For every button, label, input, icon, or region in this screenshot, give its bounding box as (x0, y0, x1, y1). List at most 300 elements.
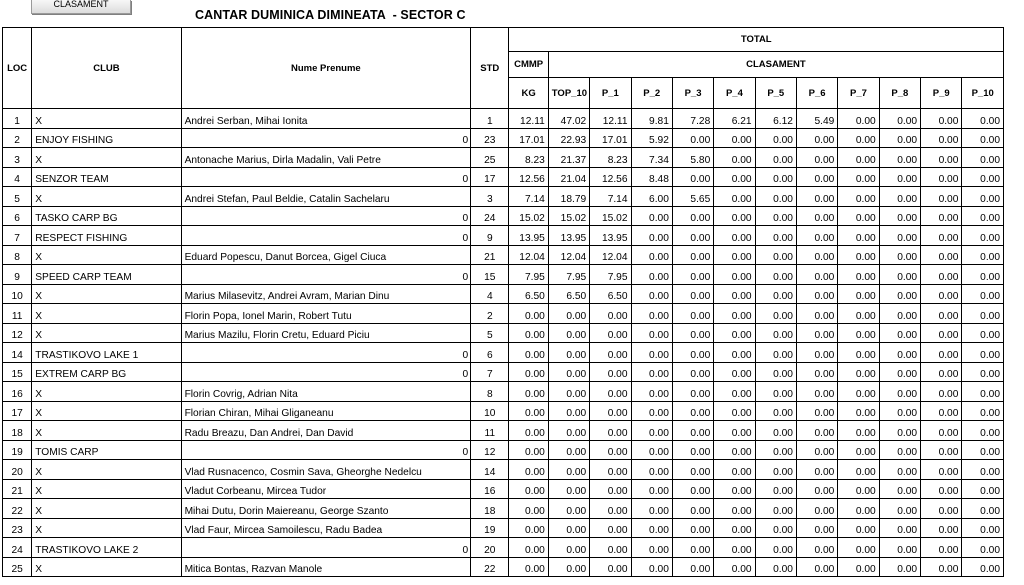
cell-p7[interactable]: 0.00 (838, 226, 879, 246)
cell-p9[interactable]: 0.00 (921, 265, 962, 285)
cell-loc[interactable]: 24 (3, 538, 32, 558)
cell-p3[interactable]: 0.00 (672, 304, 713, 324)
cell-p3[interactable]: 0.00 (672, 362, 713, 382)
cell-top10[interactable]: 0.00 (548, 382, 589, 402)
cell-p6[interactable]: 0.00 (796, 206, 837, 226)
cell-top10[interactable]: 13.95 (548, 226, 589, 246)
cell-p5[interactable]: 0.00 (755, 284, 796, 304)
cell-std[interactable]: 4 (471, 284, 509, 304)
cell-std[interactable]: 5 (471, 323, 509, 343)
cell-std[interactable]: 10 (471, 401, 509, 421)
cell-p2[interactable]: 0.00 (631, 265, 672, 285)
cell-p7[interactable]: 0.00 (838, 206, 879, 226)
cell-p2[interactable]: 0.00 (631, 304, 672, 324)
cell-p7[interactable]: 0.00 (838, 167, 879, 187)
cell-kg[interactable]: 6.50 (509, 284, 548, 304)
cell-top10[interactable]: 21.04 (548, 167, 589, 187)
cell-p2[interactable]: 0.00 (631, 538, 672, 558)
cell-p4[interactable]: 0.00 (714, 245, 755, 265)
cell-p6[interactable]: 0.00 (796, 557, 837, 577)
cell-std[interactable]: 22 (471, 557, 509, 577)
cell-p3[interactable]: 0.00 (672, 245, 713, 265)
cell-p1[interactable]: 13.95 (590, 226, 631, 246)
cell-p2[interactable]: 0.00 (631, 557, 672, 577)
cell-p5[interactable]: 0.00 (755, 499, 796, 519)
cell-p9[interactable]: 0.00 (921, 362, 962, 382)
cell-p8[interactable]: 0.00 (879, 557, 920, 577)
cell-loc[interactable]: 7 (3, 226, 32, 246)
cell-p8[interactable]: 0.00 (879, 206, 920, 226)
cell-top10[interactable]: 0.00 (548, 440, 589, 460)
cell-p4[interactable]: 0.00 (714, 460, 755, 480)
cell-p4[interactable]: 0.00 (714, 226, 755, 246)
cell-p4[interactable]: 0.00 (714, 421, 755, 441)
cell-p10[interactable]: 0.00 (962, 440, 1004, 460)
cell-std[interactable]: 21 (471, 245, 509, 265)
cell-loc[interactable]: 2 (3, 128, 32, 148)
cell-name[interactable] (181, 323, 471, 343)
cell-p4[interactable]: 0.00 (714, 401, 755, 421)
cell-top10[interactable]: 0.00 (548, 499, 589, 519)
cell-p1[interactable]: 12.56 (590, 167, 631, 187)
cell-club[interactable]: X (32, 245, 181, 265)
cell-p5[interactable]: 0.00 (755, 148, 796, 168)
cell-p4[interactable]: 0.00 (714, 128, 755, 148)
cell-p5[interactable]: 0.00 (755, 460, 796, 480)
cell-kg[interactable]: 0.00 (509, 557, 548, 577)
cell-p6[interactable]: 0.00 (796, 499, 837, 519)
cell-p4[interactable]: 0.00 (714, 206, 755, 226)
cell-p10[interactable]: 0.00 (962, 128, 1004, 148)
cell-p5[interactable]: 0.00 (755, 167, 796, 187)
cell-club[interactable]: X (32, 284, 181, 304)
cell-p9[interactable]: 0.00 (921, 421, 962, 441)
cell-p5[interactable]: 0.00 (755, 401, 796, 421)
cell-p10[interactable]: 0.00 (962, 421, 1004, 441)
cell-p4[interactable]: 0.00 (714, 382, 755, 402)
cell-p1[interactable]: 12.04 (590, 245, 631, 265)
cell-p3[interactable]: 0.00 (672, 128, 713, 148)
cell-name[interactable] (181, 518, 471, 538)
cell-p6[interactable]: 0.00 (796, 128, 837, 148)
cell-kg[interactable]: 0.00 (509, 499, 548, 519)
cell-p5[interactable]: 0.00 (755, 226, 796, 246)
cell-p8[interactable]: 0.00 (879, 265, 920, 285)
cell-p2[interactable]: 0.00 (631, 401, 672, 421)
cell-p6[interactable]: 0.00 (796, 304, 837, 324)
cell-p4[interactable]: 0.00 (714, 148, 755, 168)
cell-p8[interactable]: 0.00 (879, 538, 920, 558)
cell-kg[interactable]: 0.00 (509, 460, 548, 480)
cell-p3[interactable]: 0.00 (672, 460, 713, 480)
cell-loc[interactable]: 4 (3, 167, 32, 187)
cell-club[interactable]: X (32, 421, 181, 441)
cell-p5[interactable]: 0.00 (755, 304, 796, 324)
cell-p3[interactable]: 0.00 (672, 518, 713, 538)
cell-p1[interactable]: 0.00 (590, 421, 631, 441)
cell-p1[interactable]: 12.11 (590, 109, 631, 129)
cell-p7[interactable]: 0.00 (838, 187, 879, 207)
cell-p8[interactable]: 0.00 (879, 479, 920, 499)
cell-club[interactable]: X (32, 148, 181, 168)
cell-kg[interactable]: 0.00 (509, 518, 548, 538)
cell-p7[interactable]: 0.00 (838, 499, 879, 519)
cell-kg[interactable]: 12.56 (509, 167, 548, 187)
cell-loc[interactable]: 16 (3, 382, 32, 402)
cell-p6[interactable]: 5.49 (796, 109, 837, 129)
cell-p5[interactable]: 0.00 (755, 538, 796, 558)
cell-top10[interactable]: 47.02 (548, 109, 589, 129)
cell-loc[interactable]: 12 (3, 323, 32, 343)
cell-p8[interactable]: 0.00 (879, 499, 920, 519)
cell-name[interactable] (181, 304, 471, 324)
cell-std[interactable]: 15 (471, 265, 509, 285)
cell-name[interactable] (181, 187, 471, 207)
cell-club[interactable]: X (32, 401, 181, 421)
cell-p9[interactable]: 0.00 (921, 538, 962, 558)
cell-club[interactable]: X (32, 499, 181, 519)
cell-p6[interactable]: 0.00 (796, 518, 837, 538)
cell-p6[interactable]: 0.00 (796, 401, 837, 421)
cell-p1[interactable]: 7.95 (590, 265, 631, 285)
cell-p7[interactable]: 0.00 (838, 518, 879, 538)
cell-std[interactable]: 20 (471, 538, 509, 558)
cell-club[interactable]: X (32, 109, 181, 129)
cell-p2[interactable]: 8.48 (631, 167, 672, 187)
cell-club[interactable]: X (32, 518, 181, 538)
cell-p10[interactable]: 0.00 (962, 460, 1004, 480)
cell-std[interactable]: 12 (471, 440, 509, 460)
cell-loc[interactable]: 18 (3, 421, 32, 441)
cell-p4[interactable]: 0.00 (714, 323, 755, 343)
cell-p4[interactable]: 0.00 (714, 538, 755, 558)
cell-kg[interactable]: 7.95 (509, 265, 548, 285)
cell-club[interactable]: X (32, 479, 181, 499)
cell-p4[interactable]: 0.00 (714, 440, 755, 460)
cell-p1[interactable]: 0.00 (590, 538, 631, 558)
cell-p9[interactable]: 0.00 (921, 167, 962, 187)
cell-p3[interactable]: 5.65 (672, 187, 713, 207)
cell-p10[interactable]: 0.00 (962, 499, 1004, 519)
cell-club[interactable]: TASKO CARP BG (32, 206, 181, 226)
cell-p6[interactable]: 0.00 (796, 538, 837, 558)
cell-name[interactable] (181, 265, 471, 285)
cell-p6[interactable]: 0.00 (796, 479, 837, 499)
cell-p8[interactable]: 0.00 (879, 421, 920, 441)
cell-p2[interactable]: 0.00 (631, 382, 672, 402)
cell-p1[interactable]: 0.00 (590, 401, 631, 421)
cell-p9[interactable]: 0.00 (921, 187, 962, 207)
cell-p6[interactable]: 0.00 (796, 148, 837, 168)
cell-p4[interactable]: 0.00 (714, 265, 755, 285)
cell-p9[interactable]: 0.00 (921, 245, 962, 265)
cell-club[interactable]: X (32, 382, 181, 402)
cell-p1[interactable]: 15.02 (590, 206, 631, 226)
cell-std[interactable]: 23 (471, 128, 509, 148)
cell-p9[interactable]: 0.00 (921, 499, 962, 519)
cell-p1[interactable]: 8.23 (590, 148, 631, 168)
cell-top10[interactable]: 0.00 (548, 557, 589, 577)
cell-p2[interactable]: 0.00 (631, 421, 672, 441)
cell-std[interactable]: 25 (471, 148, 509, 168)
cell-p2[interactable]: 0.00 (631, 245, 672, 265)
cell-club[interactable]: EXTREM CARP BG (32, 362, 181, 382)
cell-loc[interactable]: 25 (3, 557, 32, 577)
cell-kg[interactable]: 7.14 (509, 187, 548, 207)
cell-kg[interactable]: 0.00 (509, 323, 548, 343)
cell-p5[interactable]: 0.00 (755, 206, 796, 226)
cell-p6[interactable]: 0.00 (796, 440, 837, 460)
cell-loc[interactable]: 9 (3, 265, 32, 285)
cell-kg[interactable]: 0.00 (509, 479, 548, 499)
cell-p1[interactable]: 0.00 (590, 382, 631, 402)
cell-p9[interactable]: 0.00 (921, 206, 962, 226)
cell-p2[interactable]: 7.34 (631, 148, 672, 168)
cell-p7[interactable]: 0.00 (838, 421, 879, 441)
cell-p9[interactable]: 0.00 (921, 518, 962, 538)
cell-p3[interactable]: 0.00 (672, 226, 713, 246)
cell-p9[interactable]: 0.00 (921, 109, 962, 129)
cell-loc[interactable]: 20 (3, 460, 32, 480)
cell-p10[interactable]: 0.00 (962, 518, 1004, 538)
cell-p7[interactable]: 0.00 (838, 343, 879, 363)
cell-p8[interactable]: 0.00 (879, 187, 920, 207)
cell-p8[interactable]: 0.00 (879, 518, 920, 538)
cell-p8[interactable]: 0.00 (879, 284, 920, 304)
cell-p10[interactable]: 0.00 (962, 206, 1004, 226)
cell-p9[interactable]: 0.00 (921, 382, 962, 402)
cell-top10[interactable]: 7.95 (548, 265, 589, 285)
cell-p5[interactable]: 0.00 (755, 323, 796, 343)
cell-p6[interactable]: 0.00 (796, 362, 837, 382)
cell-p4[interactable]: 0.00 (714, 362, 755, 382)
cell-p7[interactable]: 0.00 (838, 401, 879, 421)
cell-loc[interactable]: 19 (3, 440, 32, 460)
cell-p3[interactable]: 0.00 (672, 343, 713, 363)
cell-loc[interactable]: 23 (3, 518, 32, 538)
cell-top10[interactable]: 0.00 (548, 304, 589, 324)
cell-p1[interactable]: 0.00 (590, 499, 631, 519)
cell-top10[interactable]: 15.02 (548, 206, 589, 226)
cell-p2[interactable]: 0.00 (631, 362, 672, 382)
cell-p8[interactable]: 0.00 (879, 148, 920, 168)
cell-p2[interactable]: 0.00 (631, 479, 672, 499)
cell-club[interactable]: SENZOR TEAM (32, 167, 181, 187)
cell-p10[interactable]: 0.00 (962, 167, 1004, 187)
cell-name[interactable] (181, 401, 471, 421)
cell-p3[interactable]: 0.00 (672, 499, 713, 519)
cell-p1[interactable]: 0.00 (590, 323, 631, 343)
cell-kg[interactable]: 12.04 (509, 245, 548, 265)
cell-top10[interactable]: 0.00 (548, 401, 589, 421)
cell-p3[interactable]: 0.00 (672, 421, 713, 441)
cell-p8[interactable]: 0.00 (879, 460, 920, 480)
cell-kg[interactable]: 0.00 (509, 440, 548, 460)
cell-club[interactable]: X (32, 323, 181, 343)
cell-std[interactable]: 14 (471, 460, 509, 480)
cell-p2[interactable]: 0.00 (631, 460, 672, 480)
cell-p5[interactable]: 0.00 (755, 479, 796, 499)
cell-p6[interactable]: 0.00 (796, 226, 837, 246)
cell-loc[interactable]: 11 (3, 304, 32, 324)
cell-p10[interactable]: 0.00 (962, 245, 1004, 265)
cell-p7[interactable]: 0.00 (838, 245, 879, 265)
cell-p6[interactable]: 0.00 (796, 245, 837, 265)
cell-loc[interactable]: 21 (3, 479, 32, 499)
cell-p2[interactable]: 0.00 (631, 284, 672, 304)
cell-kg[interactable]: 8.23 (509, 148, 548, 168)
cell-p5[interactable]: 0.00 (755, 382, 796, 402)
cell-name[interactable] (181, 148, 471, 168)
cell-p4[interactable]: 0.00 (714, 479, 755, 499)
cell-p6[interactable]: 0.00 (796, 167, 837, 187)
cell-p7[interactable]: 0.00 (838, 382, 879, 402)
cell-kg[interactable]: 0.00 (509, 304, 548, 324)
cell-p1[interactable]: 0.00 (590, 557, 631, 577)
cell-p5[interactable]: 0.00 (755, 343, 796, 363)
cell-top10[interactable]: 0.00 (548, 518, 589, 538)
cell-loc[interactable]: 17 (3, 401, 32, 421)
cell-p6[interactable]: 0.00 (796, 382, 837, 402)
cell-name[interactable] (181, 226, 471, 246)
cell-p7[interactable]: 0.00 (838, 557, 879, 577)
cell-std[interactable]: 16 (471, 479, 509, 499)
cell-p8[interactable]: 0.00 (879, 245, 920, 265)
cell-top10[interactable]: 21.37 (548, 148, 589, 168)
cell-top10[interactable]: 0.00 (548, 343, 589, 363)
cell-top10[interactable]: 0.00 (548, 362, 589, 382)
cell-std[interactable]: 8 (471, 382, 509, 402)
cell-p9[interactable]: 0.00 (921, 479, 962, 499)
cell-p10[interactable]: 0.00 (962, 382, 1004, 402)
cell-p3[interactable]: 7.28 (672, 109, 713, 129)
cell-p3[interactable]: 0.00 (672, 265, 713, 285)
cell-top10[interactable]: 22.93 (548, 128, 589, 148)
cell-std[interactable]: 7 (471, 362, 509, 382)
cell-p2[interactable]: 0.00 (631, 323, 672, 343)
cell-p1[interactable]: 0.00 (590, 518, 631, 538)
cell-p8[interactable]: 0.00 (879, 401, 920, 421)
cell-name[interactable] (181, 245, 471, 265)
cell-p3[interactable]: 0.00 (672, 167, 713, 187)
cell-p3[interactable]: 0.00 (672, 284, 713, 304)
cell-p8[interactable]: 0.00 (879, 440, 920, 460)
cell-loc[interactable]: 22 (3, 499, 32, 519)
cell-std[interactable]: 19 (471, 518, 509, 538)
cell-p3[interactable]: 0.00 (672, 538, 713, 558)
cell-club[interactable]: RESPECT FISHING (32, 226, 181, 246)
cell-club[interactable]: X (32, 557, 181, 577)
cell-kg[interactable]: 17.01 (509, 128, 548, 148)
cell-p7[interactable]: 0.00 (838, 304, 879, 324)
cell-p4[interactable]: 0.00 (714, 167, 755, 187)
cell-p3[interactable]: 0.00 (672, 323, 713, 343)
cell-p7[interactable]: 0.00 (838, 440, 879, 460)
cell-p9[interactable]: 0.00 (921, 440, 962, 460)
cell-top10[interactable]: 18.79 (548, 187, 589, 207)
cell-name[interactable] (181, 479, 471, 499)
cell-std[interactable]: 1 (471, 109, 509, 129)
cell-p5[interactable]: 0.00 (755, 421, 796, 441)
cell-name[interactable] (181, 167, 471, 187)
cell-std[interactable]: 2 (471, 304, 509, 324)
cell-kg[interactable]: 12.11 (509, 109, 548, 129)
cell-p6[interactable]: 0.00 (796, 323, 837, 343)
cell-p2[interactable]: 0.00 (631, 343, 672, 363)
cell-p4[interactable]: 0.00 (714, 499, 755, 519)
cell-p1[interactable]: 0.00 (590, 343, 631, 363)
cell-kg[interactable]: 15.02 (509, 206, 548, 226)
cell-std[interactable]: 24 (471, 206, 509, 226)
cell-p2[interactable]: 0.00 (631, 440, 672, 460)
cell-kg[interactable]: 0.00 (509, 538, 548, 558)
cell-club[interactable]: TRASTIKOVO LAKE 2 (32, 538, 181, 558)
cell-p7[interactable]: 0.00 (838, 538, 879, 558)
cell-std[interactable]: 3 (471, 187, 509, 207)
cell-kg[interactable]: 0.00 (509, 362, 548, 382)
cell-p5[interactable]: 0.00 (755, 518, 796, 538)
cell-std[interactable]: 18 (471, 499, 509, 519)
clasament-button[interactable]: CLASAMENT (31, 0, 131, 14)
cell-top10[interactable]: 0.00 (548, 479, 589, 499)
cell-p2[interactable]: 0.00 (631, 499, 672, 519)
cell-top10[interactable]: 0.00 (548, 323, 589, 343)
cell-club[interactable]: X (32, 304, 181, 324)
cell-p8[interactable]: 0.00 (879, 323, 920, 343)
cell-p9[interactable]: 0.00 (921, 401, 962, 421)
cell-top10[interactable]: 0.00 (548, 460, 589, 480)
cell-p10[interactable]: 0.00 (962, 109, 1004, 129)
cell-p3[interactable]: 0.00 (672, 382, 713, 402)
cell-p5[interactable]: 0.00 (755, 265, 796, 285)
cell-kg[interactable]: 0.00 (509, 401, 548, 421)
cell-p1[interactable]: 0.00 (590, 440, 631, 460)
cell-p10[interactable]: 0.00 (962, 323, 1004, 343)
cell-name[interactable] (181, 421, 471, 441)
cell-p7[interactable]: 0.00 (838, 460, 879, 480)
cell-kg[interactable]: 0.00 (509, 421, 548, 441)
cell-p7[interactable]: 0.00 (838, 128, 879, 148)
cell-club[interactable]: TRASTIKOVO LAKE 1 (32, 343, 181, 363)
cell-name[interactable] (181, 460, 471, 480)
cell-loc[interactable]: 1 (3, 109, 32, 129)
cell-name[interactable] (181, 499, 471, 519)
cell-p4[interactable]: 0.00 (714, 187, 755, 207)
cell-p1[interactable]: 6.50 (590, 284, 631, 304)
cell-name[interactable] (181, 440, 471, 460)
cell-name[interactable] (181, 206, 471, 226)
cell-club[interactable]: TOMIS CARP (32, 440, 181, 460)
cell-p6[interactable]: 0.00 (796, 343, 837, 363)
cell-p1[interactable]: 17.01 (590, 128, 631, 148)
cell-p3[interactable]: 5.80 (672, 148, 713, 168)
cell-name[interactable] (181, 343, 471, 363)
cell-std[interactable]: 9 (471, 226, 509, 246)
cell-p7[interactable]: 0.00 (838, 284, 879, 304)
cell-p4[interactable]: 0.00 (714, 304, 755, 324)
cell-loc[interactable]: 14 (3, 343, 32, 363)
cell-p10[interactable]: 0.00 (962, 538, 1004, 558)
cell-p3[interactable]: 0.00 (672, 440, 713, 460)
cell-p1[interactable]: 7.14 (590, 187, 631, 207)
cell-p1[interactable]: 0.00 (590, 479, 631, 499)
cell-loc[interactable]: 10 (3, 284, 32, 304)
cell-p7[interactable]: 0.00 (838, 148, 879, 168)
cell-p9[interactable]: 0.00 (921, 557, 962, 577)
cell-p3[interactable]: 0.00 (672, 401, 713, 421)
cell-p6[interactable]: 0.00 (796, 284, 837, 304)
cell-name[interactable] (181, 538, 471, 558)
